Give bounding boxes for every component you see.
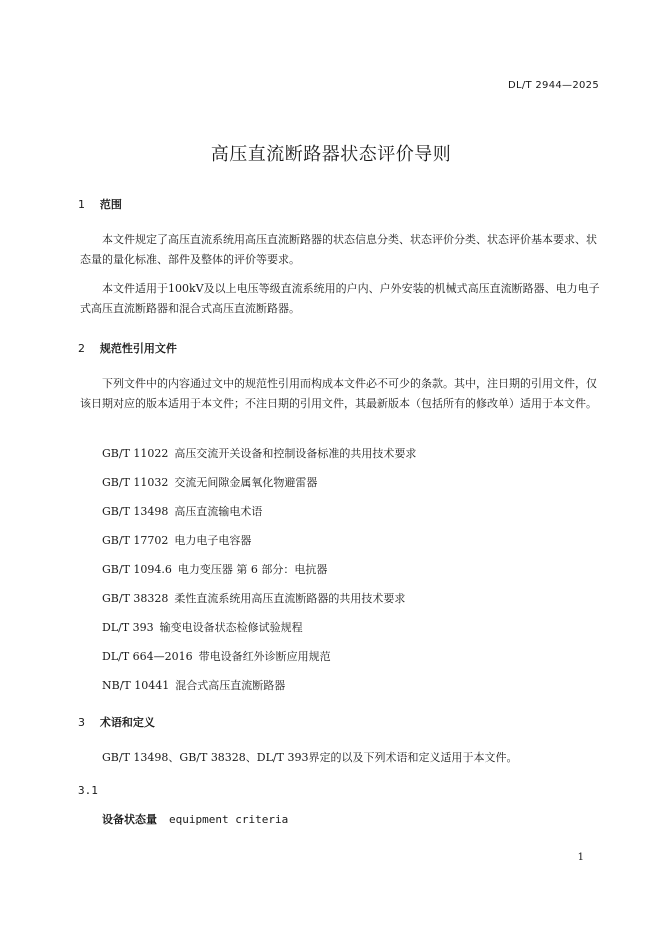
section-1-paragraph-1: 本文件规定了高压直流系统用高压直流断路器的状态信息分类、状态评价分类、状态评价基本要求、状态量的量化标准、部件及整体的评价等要求。	[80, 233, 597, 266]
reference-code: GB/T 1094.6	[102, 563, 172, 576]
reference-code: GB/T 11032	[102, 476, 169, 489]
reference-code: GB/T 38328	[102, 592, 169, 605]
section-number: 2	[78, 342, 85, 355]
reference-item	[102, 532, 251, 548]
term-chinese: 设备状态量	[102, 813, 157, 826]
reference-title: 高压交流开关设备和控制设备标准的共用技术要求	[174, 447, 417, 460]
document-code-header: DL/T 2944—2025	[507, 80, 599, 91]
subsection-number: 3.1	[78, 784, 98, 797]
reference-code: GB/T 11022	[102, 447, 169, 460]
reference-code: DL/T 393	[102, 621, 154, 634]
reference-title: 输变电设备状态检修试验规程	[159, 621, 303, 634]
reference-title: 高压直流输电术语	[174, 505, 263, 518]
section-3-heading	[78, 714, 155, 730]
section-title: 规范性引用文件	[99, 342, 177, 355]
reference-title: 柔性直流系统用高压直流断路器的共用技术要求	[174, 592, 406, 605]
reference-title: 交流无间隙金属氧化物避雷器	[174, 476, 318, 489]
reference-code: NB/T 10441	[102, 679, 170, 692]
reference-item	[102, 648, 331, 664]
reference-item	[102, 503, 262, 519]
section-title: 术语和定义	[99, 716, 155, 729]
section-title: 范围	[99, 198, 122, 211]
reference-title: 混合式高压直流断路器	[175, 679, 286, 692]
reference-title: 带电设备红外诊断应用规范	[198, 650, 331, 663]
document-title: 高压直流断路器状态评价导则	[210, 144, 452, 165]
reference-item	[102, 474, 317, 490]
reference-code: DL/T 664—2016	[102, 650, 193, 663]
reference-item	[102, 677, 285, 693]
reference-code: GB/T 13498	[102, 505, 169, 518]
term-english: equipment criteria	[169, 813, 289, 826]
reference-code: GB/T 17702	[102, 534, 169, 547]
term-entry	[102, 811, 288, 827]
section-1-heading	[78, 196, 122, 212]
section-number: 1	[78, 198, 85, 211]
reference-item	[102, 619, 303, 635]
reference-title: 电力电子电容器	[174, 534, 252, 547]
page-number: 1	[577, 852, 584, 863]
reference-item	[102, 590, 405, 606]
section-2-heading	[78, 340, 177, 356]
section-2-paragraph-1: 下列文件中的内容通过文中的规范性引用而构成本文件必不可少的条款。其中，注日期的引用文件，仅该日期对应的版本适用于本文件；不注日期的引用文件，其最新版本（包括所有的修改单）适用于本文件。	[80, 377, 597, 410]
section-number: 3	[78, 716, 85, 729]
reference-title: 电力变压器 第 6 部分：电抗器	[177, 563, 328, 576]
reference-item	[102, 561, 327, 577]
reference-item	[102, 445, 416, 461]
section-1-paragraph-2: 本文件适用于100kV及以上电压等级直流系统用的户内、户外安装的机械式高压直流断路器、电力电子式高压直流断路器和混合式高压直流断路器。	[80, 282, 600, 315]
section-3-paragraph-1: GB/T 13498、GB/T 38328、DL/T 393界定的以及下列术语和定义适用于本文件。	[102, 751, 518, 764]
